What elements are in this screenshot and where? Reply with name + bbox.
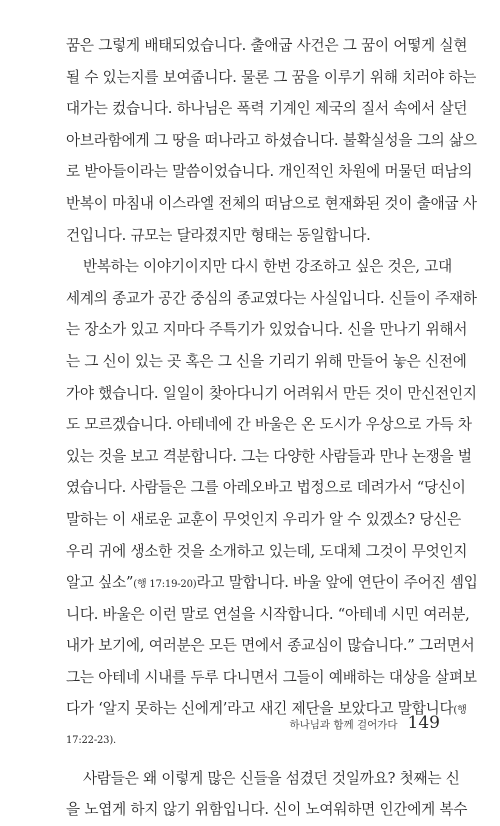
text-line: 반복이 마침내 이스라엘 전체의 떠남으로 현재화된 것이 출애굽 사 bbox=[66, 194, 477, 212]
text-line: 아브라함에게 그 땅을 떠나라고 하셨습니다. 불확실성을 그의 삶으 bbox=[66, 131, 477, 149]
running-title: 하나님과 함께 걸어가다 bbox=[289, 719, 398, 731]
text-line: 말하는 이 새로운 교훈이 무엇인지 우리가 알 수 있겠소? 당신은 bbox=[66, 510, 462, 528]
text-line: 꿈은 그렇게 배태되었습니다. 출애굽 사건은 그 꿈이 어떻게 실현 bbox=[66, 37, 468, 54]
text-segment: 알고 싶소” bbox=[66, 574, 134, 592]
scripture-reference: (행 17:19-20) bbox=[133, 579, 197, 591]
text-line: 니다. 바울은 이런 말로 연설을 시작합니다. “아테네 시민 여러분, bbox=[66, 605, 470, 623]
text-line: 될 수 있는지를 보여줍니다. 물론 그 꿈을 이루기 위해 치러야 하는 bbox=[66, 68, 477, 86]
text-line: 사람들은 왜 이렇게 많은 신들을 섬겼던 것일까요? 첫째는 신 bbox=[83, 769, 460, 787]
text-line: 있는 것을 보고 격분합니다. 그는 다양한 사람들과 만나 논쟁을 벌 bbox=[66, 447, 472, 465]
paragraph-3 bbox=[66, 763, 468, 826]
text-line: 내가 보기에, 여러분은 모든 면에서 종교심이 많습니다.” 그러면서 bbox=[66, 637, 475, 655]
scripture-reference-line: 17:22-23). bbox=[66, 735, 117, 747]
paragraph-1 bbox=[66, 30, 477, 251]
text-line: 였습니다. 사람들은 그를 아레오바고 법정으로 데려가서 “당신이 bbox=[66, 479, 466, 497]
page-body bbox=[66, 30, 478, 826]
text-line: 세계의 종교가 공간 중심의 종교였다는 사실입니다. 신들이 주재하 bbox=[66, 289, 477, 307]
text-line: 도 모르겠습니다. 아테네에 간 바울은 온 도시가 우상으로 가득 차 bbox=[66, 416, 472, 434]
text-segment: 다가 ‘알지 못하는 신에게’라고 새긴 제단을 보았다고 말합니다 bbox=[66, 700, 454, 718]
text-line: 을 노엽게 하지 않기 위함입니다. 신이 노여워하면 인간에게 복수 bbox=[66, 801, 468, 819]
text-line: 는 그 신이 있는 곳 혹은 그 신을 기리기 위해 만들어 놓은 신전에 bbox=[66, 352, 467, 370]
page-number: 149 bbox=[407, 713, 440, 733]
page-footer bbox=[289, 713, 440, 733]
text-line: 반복하는 이야기이지만 다시 한번 강조하고 싶은 것은, 고대 bbox=[83, 258, 453, 276]
text-segment: 라고 말합니다. 바울 앞에 연단이 주어진 셈입 bbox=[196, 574, 478, 592]
text-line: 건입니다. 규모는 달라졌지만 형태는 동일합니다. bbox=[66, 226, 371, 244]
text-line: 대가는 컸습니다. 하나님은 폭력 기계인 제국의 질서 속에서 살던 bbox=[66, 100, 468, 118]
scripture-reference: (행 bbox=[453, 705, 467, 717]
paragraph-2 bbox=[66, 251, 478, 757]
text-line: 우리 귀에 생소한 것을 소개하고 있는데, 도대체 그것이 무엇인지 bbox=[66, 542, 468, 560]
text-line: 는 장소가 있고 지마다 주특기가 있었습니다. 신을 만나기 위해서 bbox=[66, 321, 468, 339]
text-line: 로 받아들이라는 말씀이었습니다. 개인적인 차원에 머물던 떠남의 bbox=[66, 163, 473, 181]
text-line-with-reference bbox=[66, 567, 478, 599]
text-line: 가야 했습니다. 일일이 찾아다니기 어려워서 만든 것이 만신전인지 bbox=[66, 384, 477, 402]
text-line: 그는 아테네 시내를 두루 다니면서 그들이 예배하는 대상을 살펴보 bbox=[66, 668, 477, 686]
